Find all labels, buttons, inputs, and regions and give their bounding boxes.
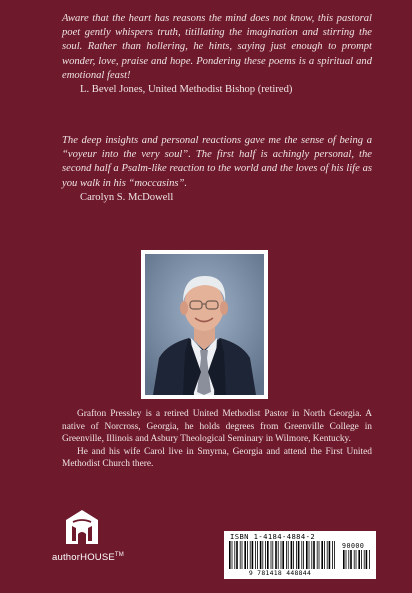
publisher-logo xyxy=(52,508,148,574)
ean-digits: 9 781418 448844 xyxy=(248,569,312,577)
isbn-barcode xyxy=(224,531,376,579)
publisher-name xyxy=(52,552,148,563)
endorsement-attribution: Carolyn S. McDowell xyxy=(80,191,174,203)
ean-barcode-bars xyxy=(228,541,336,569)
author-bio xyxy=(62,408,372,471)
endorsement-attribution: L. Bevel Jones, United Methodist Bishop (retired) xyxy=(80,84,293,96)
endorsement-quote: The deep insights and personal reactions gave me the sense of being a “voyeur into the very soul”. The first half is achingly personal, the second half a Psalm-like reaction to the world and the loves of his life as you walk in his “moccasins”. xyxy=(62,135,372,189)
price-code: 90000 xyxy=(342,542,365,550)
house-book-icon xyxy=(62,508,102,546)
addon-barcode-bars xyxy=(342,550,372,569)
author-portrait-image xyxy=(145,254,264,395)
endorsement-quote: Aware that the heart has reasons the mind does not know, this pastoral poet gently whispers truth, titillating the imagination and stirring the soul. Rather than hollering, he hints, saying just enough to prompt wonder, love, praise and hope. Pondering these poems is a spiritual and emotional feast! xyxy=(62,13,372,81)
isbn-text: ISBN 1-4184-4884-2 xyxy=(230,532,316,541)
author-photo xyxy=(141,250,268,399)
endorsement-2 xyxy=(62,134,372,205)
publisher-name-text: authorHOUSE xyxy=(52,552,115,564)
endorsement-1 xyxy=(62,12,372,97)
bio-paragraph: He and his wife Carol live in Smyrna, Georgia and attend the First United Methodist Church there. xyxy=(62,446,372,470)
trademark-mark: TM xyxy=(114,552,124,558)
bio-paragraph: Grafton Pressley is a retired United Methodist Pastor in North Georgia. A native of Norcross, Georgia, he holds degrees from Greenville College in Greenville, Illinois and Asbury Theological Seminary in Wilmore, Kentucky. xyxy=(62,409,372,445)
